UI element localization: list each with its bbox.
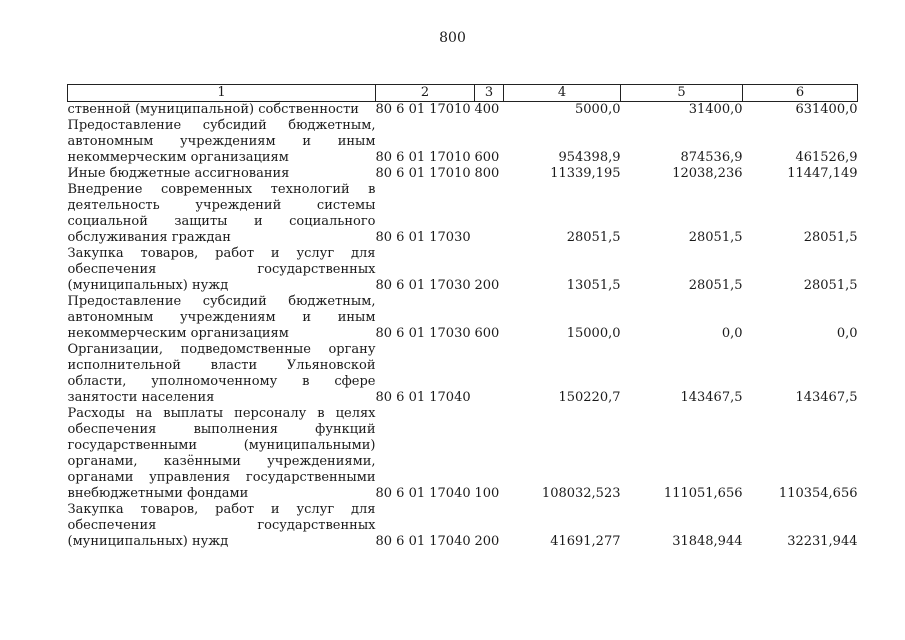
row-value-5: 874536,9 — [680, 150, 743, 165]
row-code: 80 6 01 17040 — [375, 390, 471, 405]
row-name: Иные бюджетные ассигнования — [67, 166, 290, 181]
row-value-5: 28051,5 — [688, 278, 743, 293]
header-col-5: 5 — [621, 85, 743, 102]
row-value-5: 0,0 — [721, 326, 743, 341]
row-value-6: 143467,5 — [795, 390, 858, 405]
row-name: Расходы на выплаты персоналу в целях обеспечения выполнения функций государственными (муниципальными) органами, казёнными учреждениями, органами управления государственными внебюджетными фондами — [67, 406, 376, 501]
row-code: 80 6 01 17030 — [375, 278, 471, 293]
row-value-5: 31400,0 — [688, 102, 743, 117]
row-value-5: 111051,656 — [663, 486, 743, 501]
header-col-1: 1 — [68, 85, 376, 102]
row-value-6: 631400,0 — [795, 102, 858, 117]
row-code: 80 6 01 17010 — [375, 102, 471, 117]
table-row — [68, 406, 858, 502]
row-name: Закупка товаров, работ и услуг для обеспечения государственных (муниципальных) нужд — [67, 246, 376, 293]
header-col-3: 3 — [475, 85, 504, 102]
row-value-4: 150220,7 — [558, 390, 621, 405]
row-value-6: 32231,944 — [787, 534, 858, 549]
row-vr: 400 — [474, 102, 500, 117]
table-row — [68, 118, 858, 166]
row-code: 80 6 01 17030 — [375, 230, 471, 245]
table-row — [68, 102, 858, 119]
row-vr: 600 — [474, 150, 500, 165]
row-code: 80 6 01 17030 — [375, 326, 471, 341]
row-value-6: 28051,5 — [803, 230, 858, 245]
page-number: 800 — [439, 30, 466, 46]
row-value-6: 28051,5 — [803, 278, 858, 293]
row-vr: 600 — [474, 326, 500, 341]
row-vr: 200 — [474, 278, 500, 293]
header-row — [68, 85, 858, 102]
table-row — [68, 246, 858, 294]
row-value-6: 11447,149 — [787, 166, 858, 181]
row-vr: 800 — [474, 166, 500, 181]
row-value-4: 28051,5 — [566, 230, 621, 245]
row-vr — [475, 182, 504, 246]
budget-table — [67, 84, 858, 550]
row-value-5: 31848,944 — [672, 534, 743, 549]
row-vr — [475, 342, 504, 406]
row-value-6: 461526,9 — [795, 150, 858, 165]
row-name: Предоставление субсидий бюджетным, автономным учреждениям и иным некоммерческим организациям — [67, 118, 376, 165]
row-name: ственной (муниципальной) собственности — [67, 102, 359, 117]
header-col-2: 2 — [376, 85, 475, 102]
header-col-6: 6 — [743, 85, 858, 102]
row-value-6: 110354,656 — [778, 486, 858, 501]
row-name: Внедрение современных технологий в деятельность учреждений системы социальной защиты и социального обслуживания граждан — [67, 182, 376, 245]
table-row — [68, 294, 858, 342]
row-code: 80 6 01 17010 — [375, 166, 471, 181]
header-col-4: 4 — [504, 85, 621, 102]
row-value-4: 13051,5 — [566, 278, 621, 293]
row-value-5: 28051,5 — [688, 230, 743, 245]
row-value-4: 41691,277 — [550, 534, 621, 549]
row-value-4: 108032,523 — [541, 486, 621, 501]
row-code: 80 6 01 17040 — [375, 534, 471, 549]
row-value-4: 5000,0 — [575, 102, 621, 117]
table-row — [68, 342, 858, 406]
row-value-4: 15000,0 — [566, 326, 621, 341]
row-name: Предоставление субсидий бюджетным, автономным учреждениям и иным некоммерческим организациям — [67, 294, 376, 341]
table-row — [68, 182, 858, 246]
row-value-6: 0,0 — [836, 326, 858, 341]
table-row — [68, 502, 858, 550]
row-value-4: 11339,195 — [550, 166, 621, 181]
row-name: Закупка товаров, работ и услуг для обеспечения государственных (муниципальных) нужд — [67, 502, 376, 549]
row-vr: 100 — [474, 486, 500, 501]
row-value-4: 954398,9 — [558, 150, 621, 165]
row-code: 80 6 01 17010 — [375, 150, 471, 165]
table-row — [68, 166, 858, 182]
row-vr: 200 — [474, 534, 500, 549]
row-value-5: 12038,236 — [672, 166, 743, 181]
row-name: Организации, подведомственные органу исполнительной власти Ульяновской области, уполномоченному в сфере занятости населения — [67, 342, 376, 405]
row-code: 80 6 01 17040 — [375, 486, 471, 501]
row-value-5: 143467,5 — [680, 390, 743, 405]
